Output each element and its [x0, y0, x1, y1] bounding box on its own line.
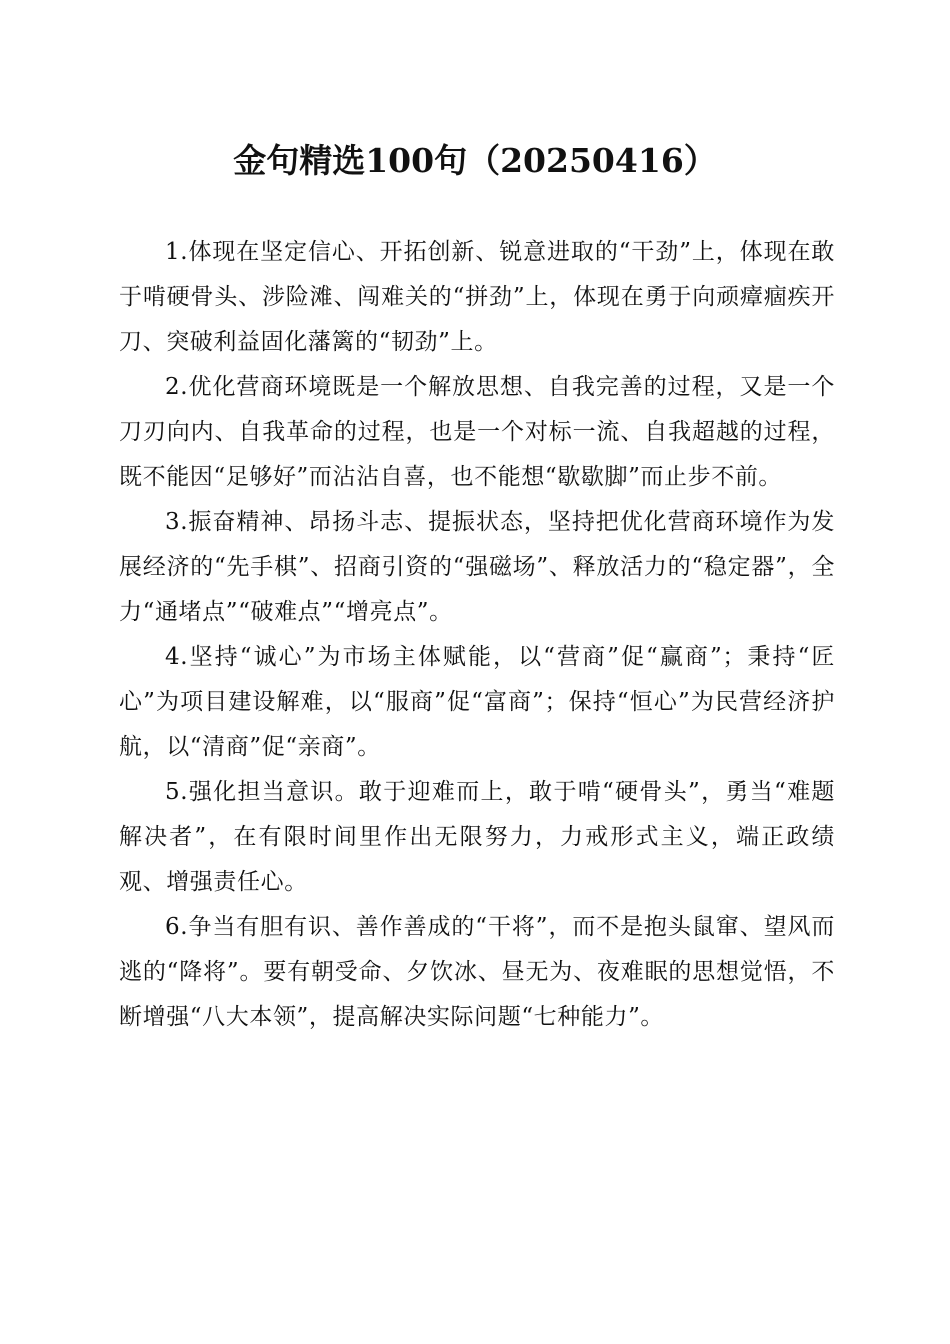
- paragraph-2: 2.优化营商环境既是一个解放思想、自我完善的过程，又是一个刀刃向内、自我革命的过程，也是一个对标一流、自我超越的过程，既不能因“足够好”而沾沾自喜，也不能想“歇歇脚”而止步不前。: [119, 374, 835, 490]
- paragraph-3: 3.振奋精神、昂扬斗志、提振状态，坚持把优化营商环境作为发展经济的“先手棋”、招商引资的“强磁场”、释放活力的“稳定器”，全力“通堵点”“破难点”“增亮点”。: [119, 509, 835, 625]
- document-body: [119, 230, 835, 1040]
- paragraph-1: 1.体现在坚定信心、开拓创新、锐意进取的“干劲”上，体现在敢于啃硬骨头、涉险滩、闯难关的“拼劲”上，体现在勇于向顽瘴痼疾开刀、突破利益固化藩篱的“韧劲”上。: [119, 239, 835, 355]
- paragraph-5: 5.强化担当意识。敢于迎难而上，敢于啃“硬骨头”，勇当“难题解决者”，在有限时间里作出无限努力，力戒形式主义，端正政绩观、增强责任心。: [119, 779, 835, 895]
- paragraph-6: 6.争当有胆有识、善作善成的“干将”，而不是抱头鼠窜、望风而逃的“降将”。要有朝受命、夕饮冰、昼无为、夜难眠的思想觉悟，不断增强“八大本领”，提高解决实际问题“七种能力”。: [119, 914, 835, 1030]
- paragraph-4: 4.坚持“诚心”为市场主体赋能，以“营商”促“赢商”；秉持“匠心”为项目建设解难，以“服商”促“富商”；保持“恒心”为民营经济护航，以“清商”促“亲商”。: [119, 644, 835, 760]
- document-title: 金句精选100句（20250416）: [233, 141, 717, 180]
